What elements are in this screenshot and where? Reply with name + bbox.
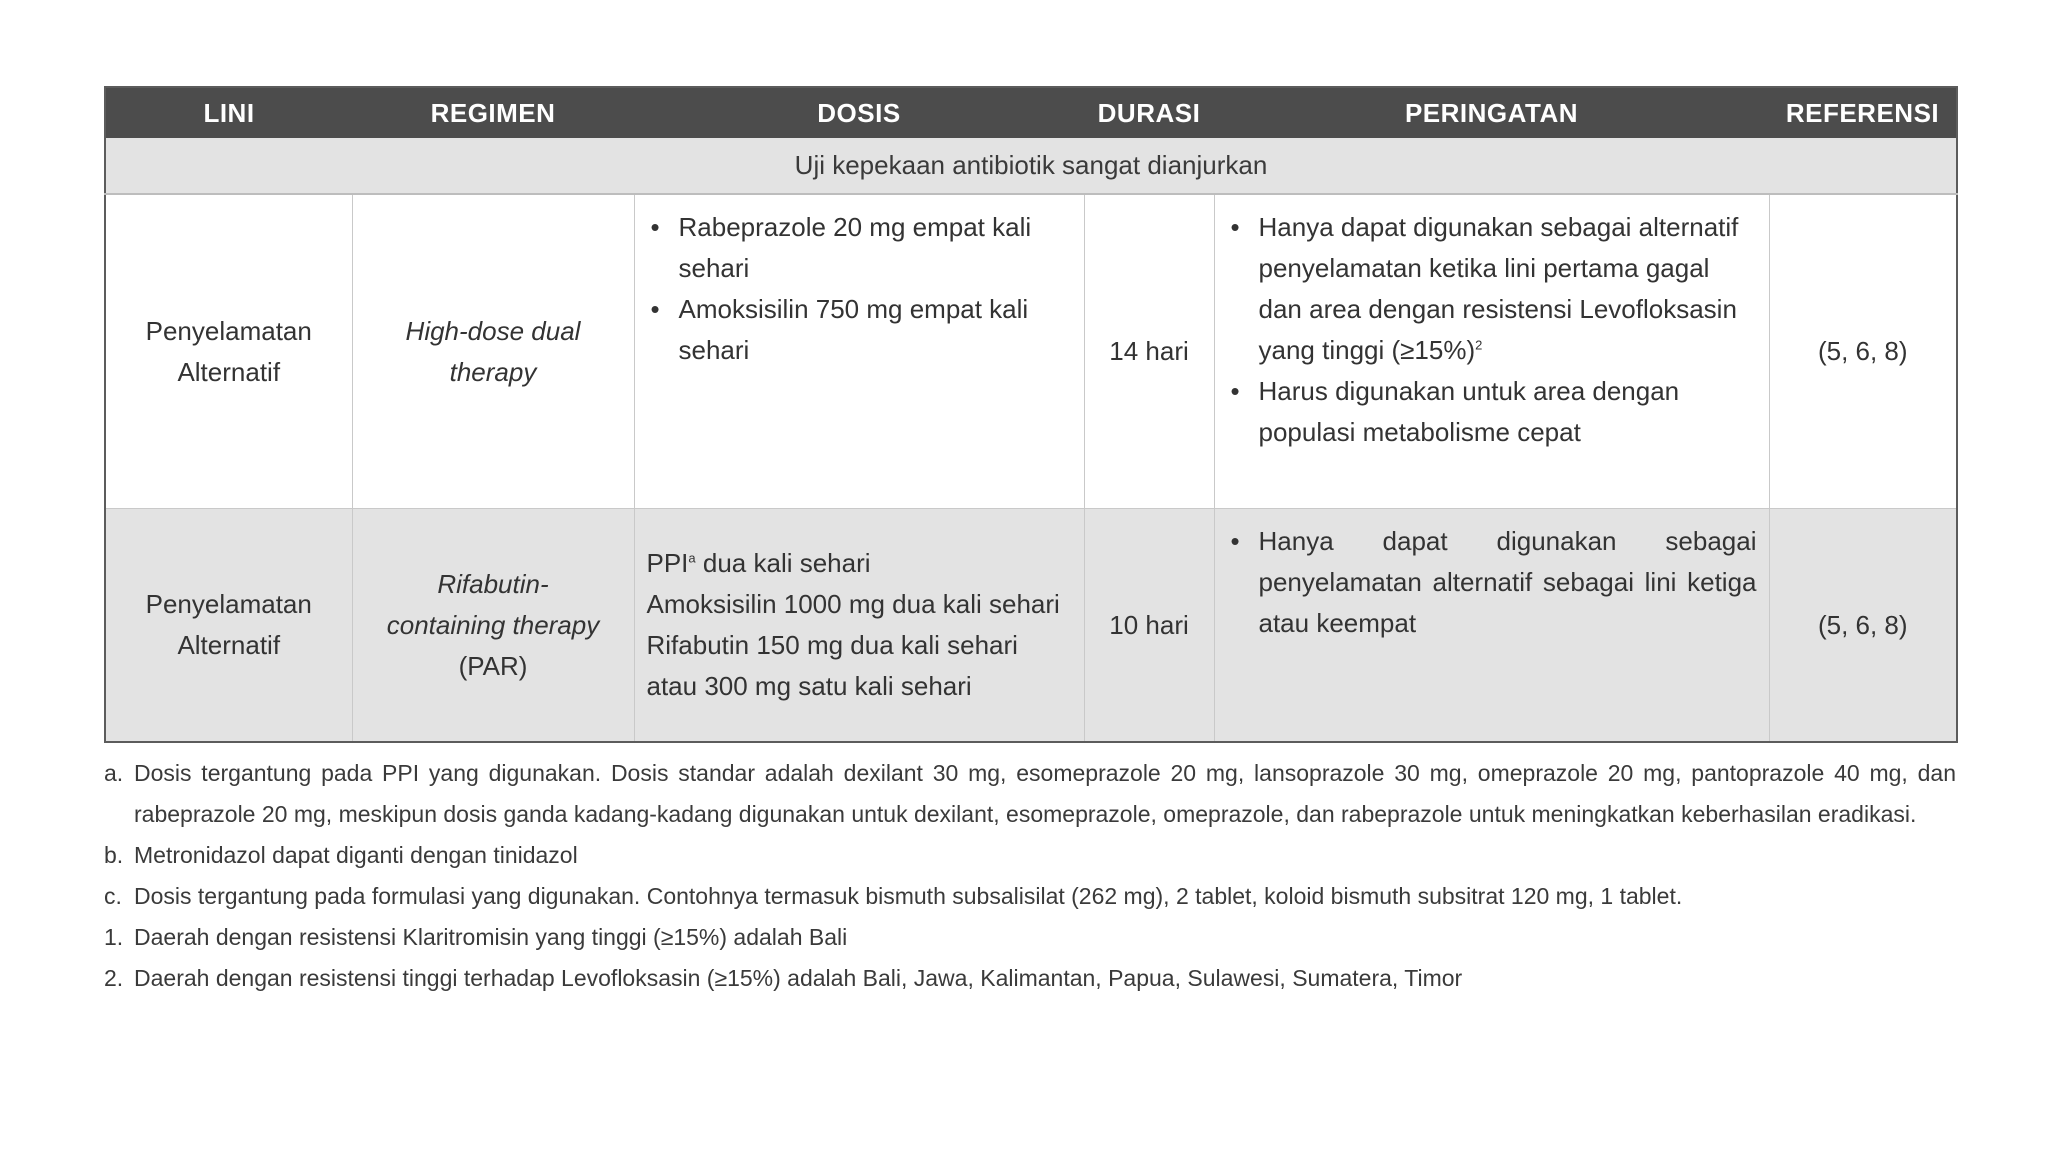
dosis-list [647, 207, 1072, 371]
peringatan-text: Hanya dapat digunakan sebagai alternatif penyelamatan ketika lini pertama gagal dan area dengan resistensi Levofloksasin yang tinggi (≥15%) [1258, 212, 1739, 365]
dosis-ppi: PPI [646, 548, 689, 578]
cell-peringatan [1214, 194, 1769, 509]
list-item: • Harus digunakan untuk area dengan populasi metabolisme cepat [1259, 371, 1757, 453]
footnote [104, 835, 1956, 876]
cell-lini: Penyelamatan Alternatif [105, 509, 352, 743]
dosis-line: Rifabutin 150 mg dua kali sehari atau 300 mg satu kali sehari [646, 630, 1018, 701]
peringatan-list [1227, 521, 1757, 644]
dosis-line: Amoksisilin 1000 mg dua kali sehari [646, 589, 1060, 619]
regimen-line: containing therapy [386, 609, 600, 640]
footnote [104, 876, 1956, 917]
footnote [104, 753, 1956, 835]
footnote-mark: c. [104, 883, 122, 909]
regimen-line: (PAR) [458, 650, 528, 681]
footnote [104, 917, 1956, 958]
cell-regimen [352, 509, 634, 743]
cell-lini: Penyelamatan Alternatif [105, 194, 352, 509]
table-header-row [105, 87, 1957, 138]
list-item: • Rabeprazole 20 mg empat kali sehari [679, 207, 1072, 289]
dosis-line [647, 543, 1072, 584]
footnote-ref: a [688, 550, 696, 566]
header-regimen: REGIMEN [352, 87, 634, 138]
regimen-line: Rifabutin- [437, 568, 549, 599]
footnote-mark: b. [104, 842, 124, 868]
header-durasi: DURASI [1084, 87, 1214, 138]
dosis-ppi-rest: dua kali sehari [695, 548, 871, 578]
list-item: • Amoksisilin 750 mg empat kali sehari [679, 289, 1072, 371]
table-row [105, 509, 1957, 743]
footnote-text: Daerah dengan resistensi tinggi terhadap Levofloksasin (≥15%) adalah Bali, Jawa, Kalimantan, Papua, Sulawesi, Sumatera, Timor [134, 965, 1463, 991]
footnote-text: Metronidazol dapat diganti dengan tinidazol [134, 842, 578, 868]
list-item: • Hanya dapat digunakan sebagai penyelamatan alternatif sebagai lini ketiga atau keempat [1259, 521, 1757, 644]
footnote-mark: a. [104, 760, 124, 786]
treatment-table [104, 86, 1958, 743]
footnote-text: Daerah dengan resistensi Klaritromisin yang tinggi (≥15%) adalah Bali [134, 924, 848, 950]
footnotes [104, 753, 1956, 999]
cell-regimen: High-dose dual therapy [352, 194, 634, 509]
cell-referensi: (5, 6, 8) [1769, 194, 1957, 509]
cell-dosis [634, 509, 1084, 743]
table-note-row [105, 138, 1957, 194]
cell-durasi: 10 hari [1084, 509, 1214, 743]
peringatan-list [1227, 207, 1757, 453]
footnote [104, 958, 1956, 999]
header-lini: LINI [105, 87, 352, 138]
footnote-text: Dosis tergantung pada PPI yang digunakan. Dosis standar adalah dexilant 30 mg, esomeprazole 20 mg, lansoprazole 30 mg, omeprazole 20 mg, pantoprazole 40 mg, dan rabeprazole 20 mg, meskipun dosis ganda kadang-kadang digunakan untuk dexilant, esomeprazole, omeprazole, dan rabeprazole untuk meningkatkan keberhasilan eradikasi. [134, 760, 1956, 827]
document-page [104, 86, 1956, 999]
cell-dosis [634, 194, 1084, 509]
list-item [1259, 207, 1757, 371]
header-referensi: REFERENSI [1769, 87, 1957, 138]
cell-durasi: 14 hari [1084, 194, 1214, 509]
header-peringatan: PERINGATAN [1214, 87, 1769, 138]
table-row [105, 194, 1957, 509]
footnote-ref: 2 [1475, 337, 1483, 353]
footnote-mark: 2. [104, 965, 124, 991]
header-dosis: DOSIS [634, 87, 1084, 138]
table-note: Uji kepekaan antibiotik sangat dianjurkan [105, 138, 1957, 194]
cell-referensi: (5, 6, 8) [1769, 509, 1957, 743]
cell-peringatan [1214, 509, 1769, 743]
footnote-text: Dosis tergantung pada formulasi yang digunakan. Contohnya termasuk bismuth subsalisilat (262 mg), 2 tablet, koloid bismuth subsitrat 120 mg, 1 tablet. [134, 883, 1683, 909]
footnote-mark: 1. [104, 924, 124, 950]
